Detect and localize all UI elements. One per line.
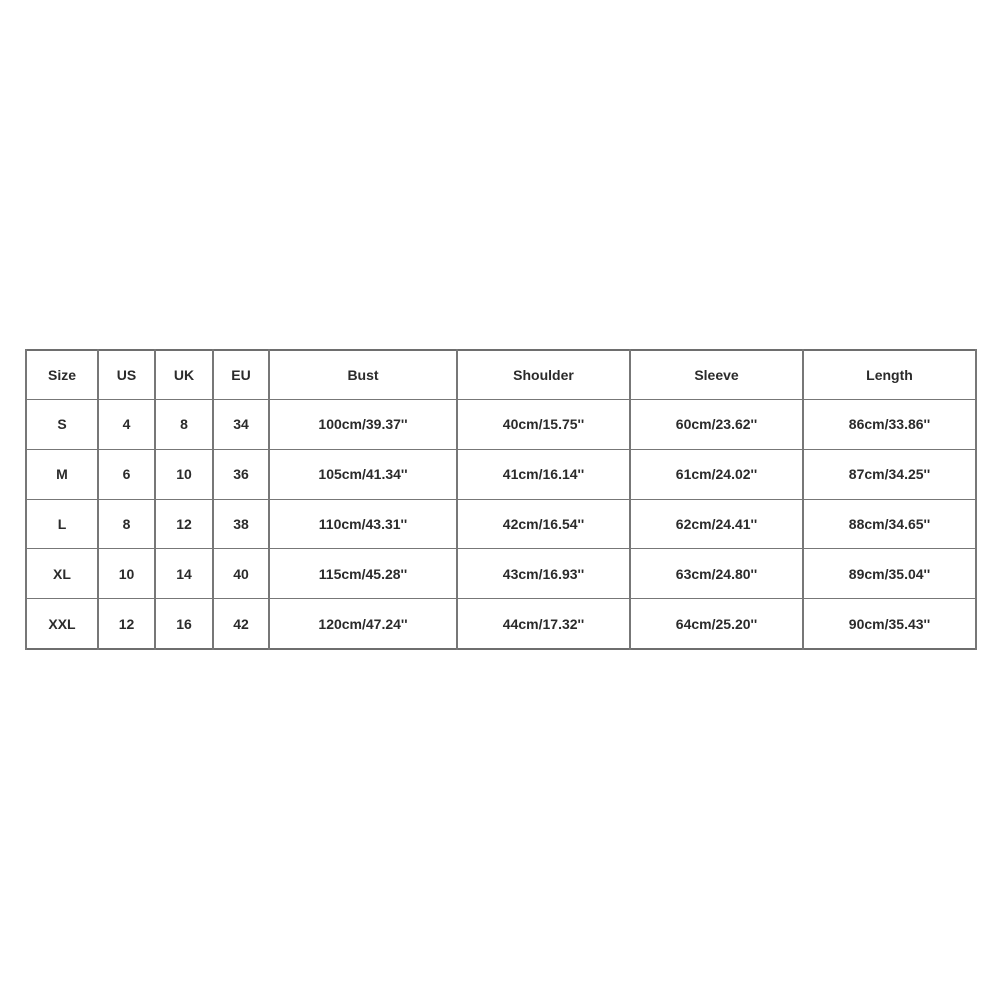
- cell-eu: 34: [213, 400, 269, 450]
- cell-uk: 10: [155, 449, 213, 499]
- cell-length: 90cm/35.43'': [803, 599, 976, 649]
- cell-size: XXL: [26, 599, 98, 649]
- cell-sleeve: 63cm/24.80'': [630, 549, 803, 599]
- table-row: [26, 549, 976, 599]
- cell-length: 86cm/33.86'': [803, 400, 976, 450]
- cell-bust: 105cm/41.34'': [269, 449, 457, 499]
- cell-uk: 12: [155, 499, 213, 549]
- cell-bust: 100cm/39.37'': [269, 400, 457, 450]
- cell-size: M: [26, 449, 98, 499]
- header-length: Length: [803, 350, 976, 400]
- cell-uk: 16: [155, 599, 213, 649]
- cell-us: 10: [98, 549, 155, 599]
- cell-bust: 120cm/47.24'': [269, 599, 457, 649]
- cell-us: 12: [98, 599, 155, 649]
- cell-shoulder: 42cm/16.54'': [457, 499, 630, 549]
- size-chart-table: [25, 349, 977, 650]
- cell-size: S: [26, 400, 98, 450]
- cell-length: 87cm/34.25'': [803, 449, 976, 499]
- cell-us: 8: [98, 499, 155, 549]
- table-row: [26, 400, 976, 450]
- header-bust: Bust: [269, 350, 457, 400]
- cell-length: 88cm/34.65'': [803, 499, 976, 549]
- cell-size: L: [26, 499, 98, 549]
- cell-bust: 110cm/43.31'': [269, 499, 457, 549]
- cell-sleeve: 62cm/24.41'': [630, 499, 803, 549]
- header-sleeve: Sleeve: [630, 350, 803, 400]
- table-row: [26, 499, 976, 549]
- header-us: US: [98, 350, 155, 400]
- header-eu: EU: [213, 350, 269, 400]
- cell-size: XL: [26, 549, 98, 599]
- cell-shoulder: 41cm/16.14'': [457, 449, 630, 499]
- cell-uk: 14: [155, 549, 213, 599]
- table-header-row: [26, 350, 976, 400]
- cell-eu: 42: [213, 599, 269, 649]
- cell-us: 6: [98, 449, 155, 499]
- cell-sleeve: 64cm/25.20'': [630, 599, 803, 649]
- cell-eu: 38: [213, 499, 269, 549]
- cell-eu: 36: [213, 449, 269, 499]
- cell-shoulder: 44cm/17.32'': [457, 599, 630, 649]
- table-row: [26, 449, 976, 499]
- cell-sleeve: 61cm/24.02'': [630, 449, 803, 499]
- cell-eu: 40: [213, 549, 269, 599]
- cell-sleeve: 60cm/23.62'': [630, 400, 803, 450]
- header-size: Size: [26, 350, 98, 400]
- cell-length: 89cm/35.04'': [803, 549, 976, 599]
- table-row: [26, 599, 976, 649]
- cell-us: 4: [98, 400, 155, 450]
- cell-uk: 8: [155, 400, 213, 450]
- cell-shoulder: 40cm/15.75'': [457, 400, 630, 450]
- header-uk: UK: [155, 350, 213, 400]
- cell-shoulder: 43cm/16.93'': [457, 549, 630, 599]
- cell-bust: 115cm/45.28'': [269, 549, 457, 599]
- header-shoulder: Shoulder: [457, 350, 630, 400]
